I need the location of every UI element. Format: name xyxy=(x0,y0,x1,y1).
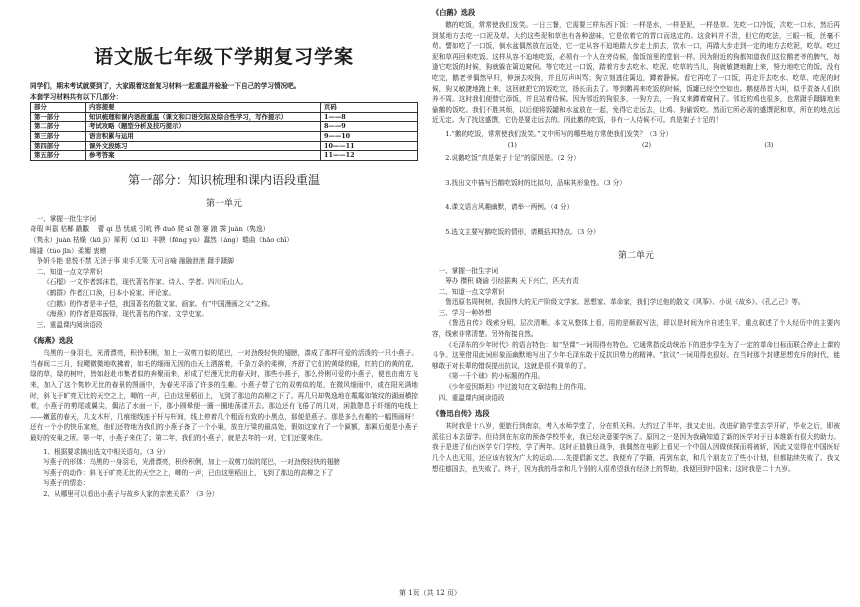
answer-blanks xyxy=(432,140,840,151)
toc-cell: 考试攻略（题型分析及技巧提示） xyxy=(86,122,321,132)
literature-note: 《第一千个球》的小标题的作用。 xyxy=(445,372,545,381)
passage-text: 其时我是十八岁，便旅行到南京，考入水师学堂了，分在机关科。大约过了半年，我又走出，改进矿路学堂去学开矿，毕业之后，即被派往日本去留学。但待到在东京的预备学校毕业，我已经决意要学医了。原因之一是因为我确知道了新的医学对于日本维新有很大的助力。我于是进了仙台医学专门学校，学了两年。这时正值俄日战争，我偶然在电影上看见一个中国人因做侦探而将被斩，因此又觉得在中国医好几个人也无用，还应该有较为广大的运动……先提倡新文艺。我便弃了学籍，再到东京，和几个朋友立了些小计划，但都陆续失败了。我又想往德国去，也失败了。终于，因为我的母亲和几个别的人很希望我有经济上的帮助，我便回到中国来；这时我是二十九岁。 xyxy=(432,422,840,473)
question: 3.找出文中描写吕鹅吃饭时的比拟句，品味其形象性。（3 分） xyxy=(445,178,626,187)
section-heading: 三、学习一种妙想 xyxy=(438,308,492,317)
toc-cell: 第二部分 xyxy=(31,122,86,132)
toc-heading: 本套学习材料共有以下几部分： xyxy=(30,92,123,101)
toc-cell: 第一部分 xyxy=(31,112,86,122)
toc-cell: 语言积累与运用 xyxy=(86,131,321,141)
vocab-line: 晞諩（tùo jīn）柔媚 衷赠 xyxy=(30,246,107,255)
intro-text: 同学们，期末考试就要到了，大家跟着这套复习材料一起重温并检验一下自己的学习情况吧。 xyxy=(30,82,301,90)
toc-cell: 知识梳理和课内语段重温（课文和口语交际及综合性学习，写作提示） xyxy=(86,112,321,122)
passage-text: 乌黑的一身羽毛，光滑漂亮，积伶积俐，加上一双剪刀似的尾巴，一对劲俊轻快的翅膀，凑成了那样可爱的活泼的一只小燕子。当春间二三月，轻飔微微地吹拂着，如毛的细雨无因的由天上洒落着，千条万条的柔柳，齐舒了它们的黄绿的眼，红的白的黄的花，绿的草，绿的树叶，皆如赶赴市集者似的奔聚而来，形成了烂漫无比的春天时，那些小燕子，那么伶俐可爱的小燕子，便也由南方飞来，加入了这个隽妙无比的春景的图画中，为春光平添了许多的生趣。小燕子带了它的双剪似的尾，在微风细雨中，或在阳光满地时，斜飞于旷亮无比的天空之上，唧的一声，已由这里稻田上，飞到了那边的高柳之下了。再几只却隽逸地在粼粼如皱纹的湖面横掠着，小燕子的剪尾或翼尖，偶沾了水面一下，那小圆晕便一圈一圈地荡漾开去。那边还有飞倦了的几对，闲散憩息于纤细的电线上——嫩蓝的春天，几支木杆，几痕细线连于杆与杆间，线上停着几个粗而有致的小黑点，那便是燕子。那是多么有趣的一幅图画呀！还有一个小的快乐家庭，他们还特地为我们的小燕子备了一个小巢，放在厅梁的最高处，假如这家有了一个匾额，那匾后便是小燕子最好的安巢之所。第一年，小燕子来住了；第二年，我们的小燕子，就是去年的一对，它们还要来住。 xyxy=(30,349,418,443)
toc-cell: 课外文段练习 xyxy=(86,141,321,151)
vocab-line: （隽永）juàn 枯燥（kū jì）犀利（xī lì）丰腴（fēng yú）蠢然（áng）蜷曲（hāo chǐ） xyxy=(30,235,294,244)
toc-cell: 参考答案 xyxy=(86,151,321,161)
question: 1、根据要求摘出选文中相关语句。（3 分） xyxy=(43,447,170,456)
passage-heading: 《鲁迅自传》选段 xyxy=(432,409,490,419)
vocab-line: 筹办 攒积 晓谕 引经据典 天下兴亡，匹夫有责 xyxy=(445,277,579,286)
literature-note: 《少年爱因斯坦》中过渡句在文章结构上的作用。 xyxy=(445,383,591,392)
toc-cell: 10——11 xyxy=(321,141,418,151)
toc-cell: 11——12 xyxy=(321,151,418,161)
page-title: 语文版七年级下学期复习学案 xyxy=(93,46,354,68)
question: 2.说鹅吃饭“真是架子十足”的原因是。（2 分） xyxy=(445,154,580,163)
section-heading: 一、掌握一批生字词 xyxy=(438,266,498,275)
part1-title: 第一部分：知识梳理和课内语段重温 xyxy=(127,172,320,187)
blank-label: (1) xyxy=(507,140,517,149)
toc-header-cell: 页码 xyxy=(321,103,418,113)
table-row xyxy=(31,103,418,113)
right-column xyxy=(432,8,840,474)
unit1-title: 第一单元 xyxy=(205,198,242,209)
page-footer: 第 1页（共 12 页） xyxy=(398,589,462,597)
answer-line: 写燕子的情态： xyxy=(43,479,90,488)
passage-heading: 《白鹅》选段 xyxy=(432,8,476,17)
toc-header-cell: 部分 xyxy=(31,103,86,113)
literature-note: 鲁迅原名周树树，我国伟大的无产阶级文学家、思想家、革命家，我们学过他的散文《风筝》、小说《故乡》、《孔乙己》等。 xyxy=(445,298,805,307)
toc-cell: 8——9 xyxy=(321,122,418,132)
answer-line: 写燕子的动作：斜飞于旷亮无比的天空之上，唧的一声，已由这里稻田上，飞到了那边的高柳之下了 xyxy=(43,468,334,477)
section-heading: 一、掌握一批生字词 xyxy=(36,214,96,223)
toc-cell: 第三部分 xyxy=(31,131,86,141)
section-heading: 四、重温课内阅读语段 xyxy=(438,393,505,402)
section-heading: 三、重温课内阅读语段 xyxy=(36,320,103,329)
table-row xyxy=(31,151,418,161)
table-row xyxy=(31,141,418,151)
toc-table xyxy=(30,102,418,161)
literature-note: 《白鹅》的作者是丰子恺，我国著名的散文家、画家。有“中国漫画之父”之称。 xyxy=(43,299,275,308)
table-row xyxy=(31,131,418,141)
question: 4.课文语言风趣幽默，请举一两例。（4 分） xyxy=(445,203,574,212)
toc-cell: 第四部分 xyxy=(31,141,86,151)
toc-header-cell: 内容提要 xyxy=(86,103,321,113)
answer-line: 写燕子的形体：乌黑的一身羽毛，光滑漂亮，积伶积俐，加上一双剪刀似的尾巴，一对劲俊轻快的翅膀 xyxy=(43,458,340,467)
blank-label: (3) xyxy=(764,140,774,149)
passage-heading: 《海燕》选段 xyxy=(30,336,74,346)
unit2-title: 第二单元 xyxy=(617,250,654,261)
toc-cell: 9——10 xyxy=(321,131,418,141)
left-column xyxy=(30,42,418,500)
passage-text: 鹅的吃饭，常常使我们发笑。一日三餐，它需要三样东西下饭：一样是水，一样是泥，一样是草。先吃一口冷饭，次吃一口水，然后再到某地方去吃一口泥及草。大约这些泥和草也有各种滋味，它是依着它的胃口而选定的。这食料并不贵，但它的吃法，三眼一板，丝毫不苟。譬如吃了一口饭，倘水盆偶然放在远处，它一定从容不迫地踏大步走上前去，饮水一口，再踏大步走到一定的地方去吃泥，吃草。吃过泥和草再回来吃饭。这样从容不迫地吃饭，必须有一个人在旁侍候，像饭馆里的堂倌一样。因为附近的狗都知道我们这位鹅老爷的脾气，每逢它吃饭的时候，狗就躲在篱边窥伺。等它吃过一口饭，踏着方步去吃水、吃泥、吃草的当儿，狗就敏捷地跑上来，努力地吃它的饭。没有吃完，鹅老爷偶然早归，伸颈去咬狗，并且厉声叫骂；狗立刻逃往篱边，蹲着静候。看它再吃了一口饭，再走开去吃水、吃草、吃泥的时候，狗又敏捷地跑上来，这回就把它的饭吃完，扬长而去了。等到鹅再来吃饭的时候，饭罐已经空空如也。鹅便昂首大叫，似乎责备人们供养不周。这时我们便替它添饭，并且站着侍候。因为邻近的狗很多，一狗方去，一狗又来蹲着窥伺了。邻近的鸡也很多，也常蹑手蹑脚地来偷鹅的饭吃。我们不胜其烦，以后便将饭罐和水盆放在一起，免得它走远去，让鸡、狗偷饭吃。然而它所必需的盛馔泥和草，所在的地点远近无定。为了找这盛馔，它仍是要走远去的。因此鹅的吃饭，非有一人侍候不可。真是架子十足的！ xyxy=(432,21,840,125)
vocab-line: 争妍斗艳 悲悦不禁 无济于事 束手无策 无可言喻 融融泄泄 蹑手蹑脚 xyxy=(36,257,234,266)
literature-note: 《鲁迅自传》线索分明，层次清晰。本文从整体上看，用的是顺叙写法，即以是时间为序自述生平，重点叙述了个人经历中的主要内容，线索非常清楚。另外衔接自然。 xyxy=(432,319,840,339)
table-row xyxy=(31,122,418,132)
vocab-line: 奇瑕 叫嚣 枯椰 戳黻 蕾 qí 恳 忧戚 引吭 铧 duō 爬 sī 憩 窭 踉 霁 juàn（隽逸） xyxy=(30,225,270,234)
literature-note: 《海燕》的作者是郑振铎，现代著名的作家、文学史家。 xyxy=(43,310,209,319)
question: 5.选文主要写鹅吃饭的情形，请概括其特点。（3 分） xyxy=(445,227,600,236)
literature-note: 《鹤群》作者江口涣，日本小说家、评论家。 xyxy=(43,288,176,297)
section-heading: 二、知道一点文学常识 xyxy=(36,267,103,276)
section-heading: 二、知道一点文学常识 xyxy=(438,287,505,296)
toc-cell: 1——8 xyxy=(321,112,418,122)
question: 1.“鹅的吃饭，常常使我们发笑。”文中所写的哪些地方常使我们发笑？（3 分） xyxy=(445,129,673,138)
literature-note: 《毛泽东的少年时代》的语言特色：如“坚课”一词用得有特色。它通常指反动统治下的进步学生为了一定的革命目标而联合停止上课的斗争。这里借用此词形象而幽默地写出了少年毛泽东敢于反抗旧势力的精神。“抗议”一词用得也很好。在当时那个封建思想充斥的时代，能够敢于对长辈的错误提出抗议，这就是很不简单的了。 xyxy=(432,340,840,370)
blank-label: (2) xyxy=(642,140,652,149)
question: 2、从哪里可以看出小燕子与故乡人家的亲密关系？（3 分） xyxy=(43,490,219,498)
table-row xyxy=(31,112,418,122)
literature-note: 《石榴》一文作者郭沫若，现代著名作家、诗人、学者。四川乐山人。 xyxy=(43,278,248,287)
toc-cell: 第五部分 xyxy=(31,151,86,161)
